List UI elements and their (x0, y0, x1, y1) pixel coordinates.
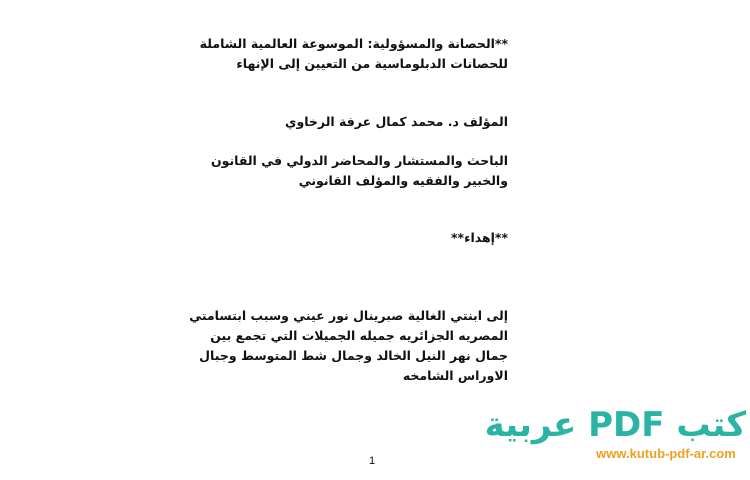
dedication-line-4: الاوراس الشامخه (402, 368, 508, 383)
title-line-1: **الحصانة والمسؤولية: الموسوعة العالمية الشاملة (199, 36, 508, 51)
document-title (200, 34, 508, 74)
dedication-text (189, 306, 508, 386)
author-line: المؤلف د. محمد كمال عرفة الرخاوي (285, 114, 508, 129)
dedication-line-2: المصريه الجزائريه جميله الجميلات التي تجمع بين (210, 328, 508, 343)
watermark-url: www.kutub-pdf-ar.com (596, 446, 736, 461)
dedication-line-3: جمال نهر النيل الخالد وجمال شط المتوسط وجبال (199, 348, 508, 363)
page-number: 1 (369, 455, 376, 467)
dedication-heading-block (451, 228, 508, 248)
title-line-2: للحصانات الدبلوماسية من التعيين إلى الإنهاء (236, 56, 508, 71)
dedication-line-1: إلى ابنتي الغالية صبرينال نور عيني وسبب ابتسامتي (189, 308, 508, 323)
watermark-logo (484, 405, 746, 475)
author-block (285, 112, 508, 132)
author-role-line-1: الباحث والمستشار والمحاضر الدولي في القانون (210, 153, 508, 168)
watermark-title: كتب PDF عربية (484, 405, 746, 445)
dedication-heading: **إهداء** (451, 230, 508, 245)
author-role-line-2: والخبير والفقيه والمؤلف القانوني (298, 173, 508, 188)
author-role-block (211, 151, 508, 191)
